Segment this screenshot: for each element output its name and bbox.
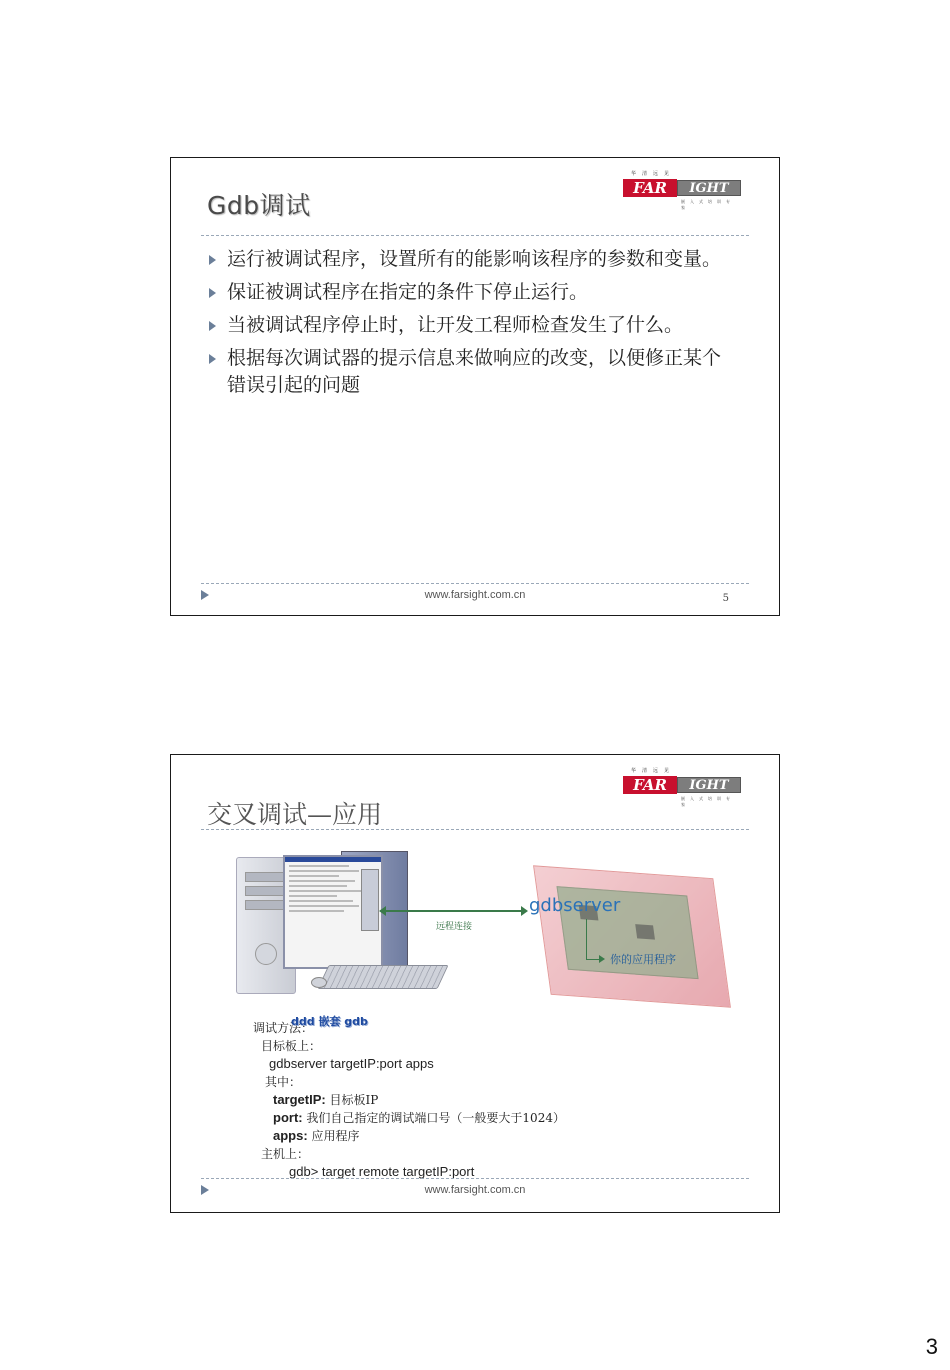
target-board-icon (533, 865, 731, 1008)
app-connector (586, 959, 600, 960)
method-heading: 调试方法： (253, 1021, 314, 1035)
page-number: 3 (925, 1334, 938, 1359)
logo-far: FAR (623, 776, 677, 794)
remote-link-label: 远程连接 (436, 922, 473, 932)
footer-url: www.farsight.com.cn (424, 589, 526, 601)
bullet-list (207, 246, 737, 405)
slide-title: 交叉调试—应用 (207, 800, 383, 829)
host-command: gdb> target remote targetIP:port (289, 1164, 475, 1179)
bullet-arrow-icon (209, 354, 216, 364)
title-divider (201, 235, 749, 236)
debug-method-text (253, 1019, 753, 1181)
logo-sub-text: 嵌入式培训专家 (681, 796, 735, 807)
target-command: gdbserver targetIP:port apps (269, 1056, 434, 1071)
mouse-icon (311, 977, 327, 988)
where-heading: 其中： (265, 1075, 302, 1089)
target-heading: 目标板上： (261, 1039, 322, 1053)
param-item: port: 我们自己指定的调试端口号（一般要大于1024） (273, 1110, 565, 1125)
farsight-logo (623, 170, 743, 208)
logo-far: FAR (623, 179, 677, 197)
bullet-arrow-icon (209, 288, 216, 298)
bullet-item: 当被调试程序停止时，让开发工程师检查发生了什么。 (207, 312, 737, 339)
remote-link-line (383, 910, 523, 912)
arrow-right-icon (599, 955, 605, 963)
footer-divider (201, 583, 749, 584)
keyboard-icon (317, 965, 448, 989)
logo-top-text: 华清远见 (631, 768, 676, 774)
param-item: targetIP: 目标板IP (273, 1092, 379, 1107)
bullet-arrow-icon (209, 321, 216, 331)
ddd-gdb-label: ddd 嵌套 gdb (291, 1015, 368, 1028)
logo-top-text: 华清远见 (631, 171, 676, 177)
app-label: 你的应用程序 (610, 953, 676, 966)
app-connector (586, 919, 587, 959)
farsight-logo (623, 767, 743, 805)
slide-page-number: 5 (722, 593, 729, 604)
bullet-arrow-icon (209, 255, 216, 265)
bullet-item: 保证被调试程序在指定的条件下停止运行。 (207, 279, 737, 306)
host-screen (283, 855, 383, 969)
logo-ight: IGHT (677, 180, 741, 196)
host-heading: 主机上： (261, 1147, 310, 1161)
footer-url: www.farsight.com.cn (424, 1184, 526, 1196)
cross-debug-diagram (231, 847, 731, 1022)
slide-title: Gdb调试 (207, 191, 311, 220)
gdbserver-label: gdbserver (529, 895, 621, 916)
slide-gdb-debug (170, 157, 780, 616)
logo-sub-text: 嵌入式培训专家 (681, 199, 735, 210)
footer-divider (201, 1178, 749, 1179)
bullet-item: 运行被调试程序，设置所有的能影响该程序的参数和变量。 (207, 246, 737, 273)
slide-cross-debug (170, 754, 780, 1213)
arrow-right-icon (521, 906, 528, 916)
param-item: apps: 应用程序 (273, 1128, 360, 1143)
bullet-item: 根据每次调试器的提示信息来做响应的改变，以便修正某个错误引起的问题 (207, 345, 737, 399)
logo-ight: IGHT (677, 777, 741, 793)
disk-icon (255, 943, 277, 965)
title-divider (201, 829, 749, 830)
